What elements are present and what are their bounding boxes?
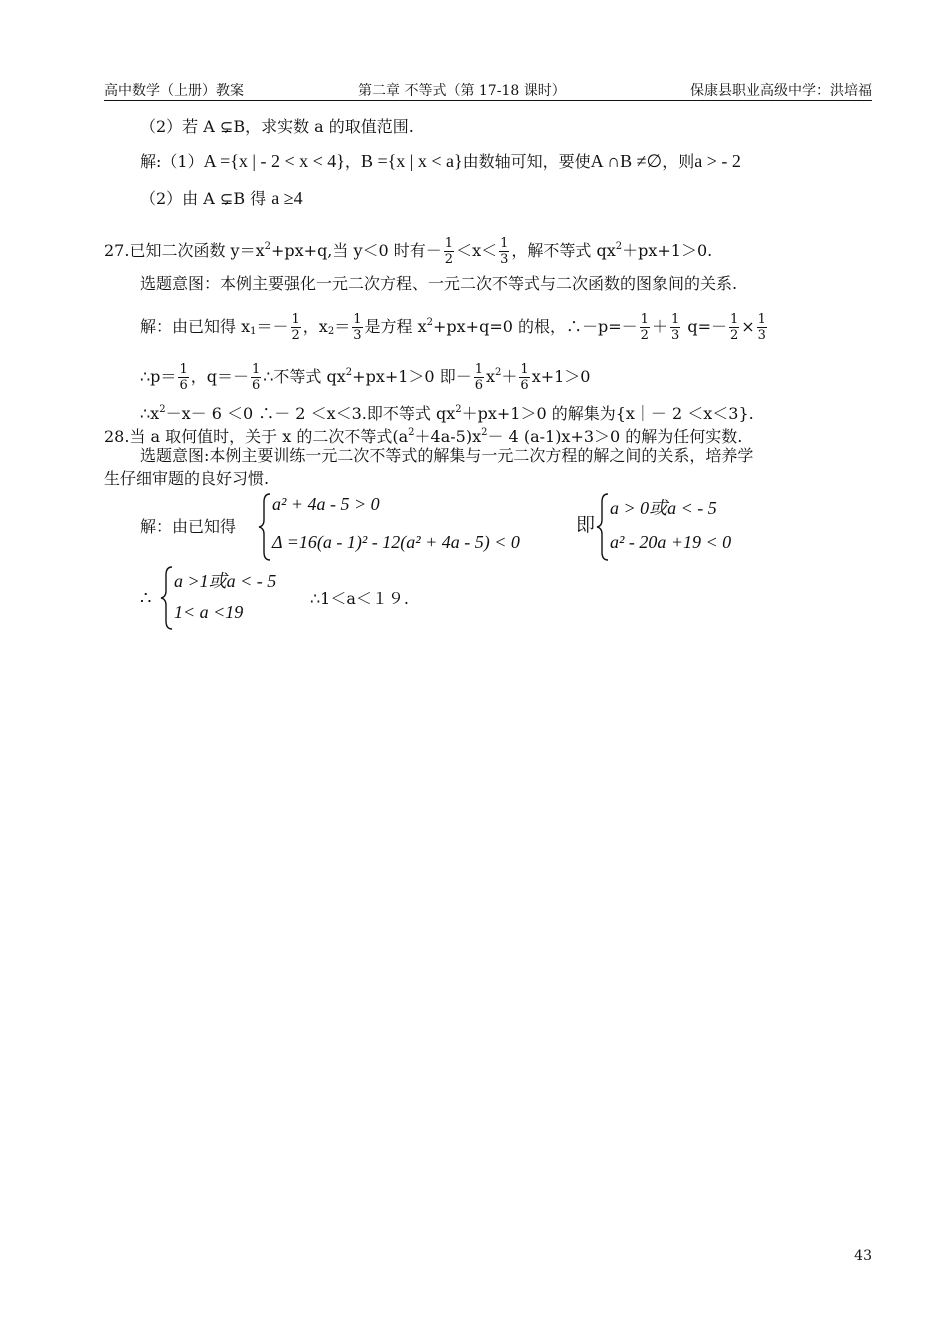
system2-line2: a² - 20a +19 < 0 <box>610 532 732 552</box>
exponent: 2 <box>159 404 166 415</box>
exponent: 2 <box>455 404 462 415</box>
sol27-text: ＋ <box>651 317 668 336</box>
system1-line1: a² + 4a - 5 > 0 <box>272 494 380 514</box>
numerator: 1 <box>291 312 300 327</box>
sol27-text: ∴p＝ <box>140 367 177 386</box>
denominator: 3 <box>353 328 362 343</box>
exponent: 2 <box>481 427 488 438</box>
subscript: 1 <box>250 326 257 337</box>
result-part2: a ≥4 <box>271 188 303 208</box>
intent-28-line2: 生仔细审题的良好习惯. <box>104 469 270 488</box>
final-answer: ∴1＜a＜１９. <box>310 589 409 608</box>
sol27-text: ＋ <box>501 367 518 386</box>
intersection-condition: A ∩B ≠∅ <box>590 151 663 171</box>
solution-text: ，则 <box>662 152 695 171</box>
system2-line1: a > 0或a < - 5 <box>610 498 717 518</box>
numerator: 1 <box>520 362 529 377</box>
q27-text: ＜x＜ <box>456 241 498 260</box>
exponent: 2 <box>495 367 502 378</box>
solution-label: 解:（1） <box>140 152 204 171</box>
sol27-text: ∴x <box>140 404 160 423</box>
numerator: 1 <box>640 312 649 327</box>
solution-part1 <box>140 150 741 173</box>
solution-28-label: 解：由已知得 <box>140 517 237 536</box>
fraction-one-third <box>670 312 680 343</box>
header-right: 保康县职业高级中学：洪培福 <box>690 83 872 99</box>
denominator: 3 <box>757 328 766 343</box>
exponent: 2 <box>408 427 415 438</box>
sol27-text: －x－ 6 ＜0 ∴－ 2 ＜x＜3.即不等式 qx <box>165 404 456 423</box>
intent-28-line1: 选题意图:本例主要训练一元二次不等式的解集与一元二次方程的解之间的关系，培养学 <box>140 446 754 465</box>
result-part1: a > - 2 <box>694 151 741 171</box>
solution-text: （2）由 A ⊊B 得 <box>140 189 267 208</box>
numerator: 1 <box>500 236 509 251</box>
header-center: 第二章 不等式（第 17-18 课时） <box>358 83 566 99</box>
system3-line1: a >1或a < - 5 <box>174 571 277 591</box>
denominator: 6 <box>179 378 188 393</box>
intent-27: 选题意图：本例主要强化一元二次方程、一元二次不等式与二次函数的图象间的关系. <box>140 274 738 293</box>
set-b: B ={x | x < a} <box>360 151 463 171</box>
fraction-one-half <box>291 312 301 343</box>
sol27-text: ＝－ <box>256 317 289 336</box>
therefore-symbol: ∴ <box>140 588 152 609</box>
denominator: 2 <box>640 328 649 343</box>
numerator: 1 <box>251 362 261 377</box>
q28-text: ＋4a-5)x <box>414 427 482 446</box>
numerator: 1 <box>670 312 680 327</box>
set-a: A ={x | - 2 < x < 4} <box>203 151 345 171</box>
numerator: 1 <box>757 312 766 327</box>
q27-text: +px+q,当 y＜0 时有－ <box>270 241 442 260</box>
fraction-one-sixth <box>251 362 261 393</box>
solution-part2 <box>140 187 303 210</box>
q27-text: ＋px+1＞0. <box>622 241 713 260</box>
q27-text: ，解不等式 qx <box>511 241 616 260</box>
denominator: 3 <box>500 252 509 267</box>
header-left: 高中数学（上册）教案 <box>104 83 244 99</box>
numerator: 1 <box>474 362 483 377</box>
q28-text: 28.当 a 取何值时，关于 x 的二次不等式(a <box>104 427 409 446</box>
left-brace-2 <box>596 492 610 562</box>
solution-27-line2 <box>140 354 590 396</box>
fraction-one-sixth <box>474 362 484 393</box>
system3-line2: 1< a <19 <box>174 602 244 622</box>
exponent: 2 <box>426 317 433 328</box>
fraction-one-third <box>757 312 767 343</box>
exponent: 2 <box>345 367 353 378</box>
sol27-text: +px+q=0 的根，∴－p=－ <box>433 317 638 336</box>
sol27-text: q=－ <box>687 317 727 336</box>
sol27-text: x+1＞0 <box>531 367 591 386</box>
denominator: 2 <box>291 328 300 343</box>
page-number: 43 <box>854 1248 872 1264</box>
sol27-text: ＋px+1＞0 的解集为{x｜－ 2 ＜x＜3}. <box>461 404 754 423</box>
page-header <box>104 78 872 101</box>
numerator: 1 <box>353 312 362 327</box>
sol27-text: ，x <box>302 317 328 336</box>
denominator: 6 <box>474 378 483 393</box>
times-sign: × <box>741 317 755 336</box>
denominator: 2 <box>729 328 739 343</box>
denominator: 6 <box>251 378 261 393</box>
left-brace-3 <box>160 565 174 631</box>
numerator: 1 <box>444 236 454 251</box>
fraction-one-third <box>352 312 362 343</box>
fraction-one-half <box>640 312 650 343</box>
question-27 <box>104 230 712 268</box>
sol27-text: ，q＝－ <box>190 367 249 386</box>
solution-27-line1 <box>140 304 769 351</box>
sol27-text: ∴不等式 qx <box>263 367 346 386</box>
sol27-text: 是方程 x <box>364 317 427 336</box>
fraction-one-sixth <box>519 362 529 393</box>
exponent: 2 <box>615 241 623 252</box>
fraction-one-sixth <box>178 362 188 393</box>
denominator: 6 <box>520 378 529 393</box>
sol27-text: +px+1＞0 即－ <box>352 367 472 386</box>
numerator: 1 <box>179 362 188 377</box>
ji-connector: 即 <box>576 514 596 536</box>
solution-text: 由数轴可知，要使 <box>462 152 591 171</box>
question-part2: （2）若 A ⊊B，求实数 a 的取值范围. <box>140 117 414 136</box>
system1-line2: Δ =16(a - 1)² - 12(a² + 4a - 5) < 0 <box>272 532 520 552</box>
denominator: 3 <box>670 328 680 343</box>
separator: ， <box>344 152 361 171</box>
q28-text: － 4 (a-1)x+3＞0 的解为任何实数. <box>487 427 743 446</box>
sol27-text: 解：由已知得 x <box>140 317 251 336</box>
denominator: 2 <box>444 252 454 267</box>
sol27-text: x <box>485 367 496 386</box>
q27-text: 27.已知二次函数 y＝x <box>104 241 265 260</box>
left-brace-1 <box>258 492 272 562</box>
fraction-one-half <box>729 312 739 343</box>
exponent: 2 <box>264 241 271 252</box>
sol27-text: ＝ <box>334 317 351 336</box>
fraction-one-half <box>444 236 454 267</box>
fraction-one-third <box>499 236 509 267</box>
numerator: 1 <box>729 312 739 327</box>
subscript: 2 <box>327 326 335 337</box>
